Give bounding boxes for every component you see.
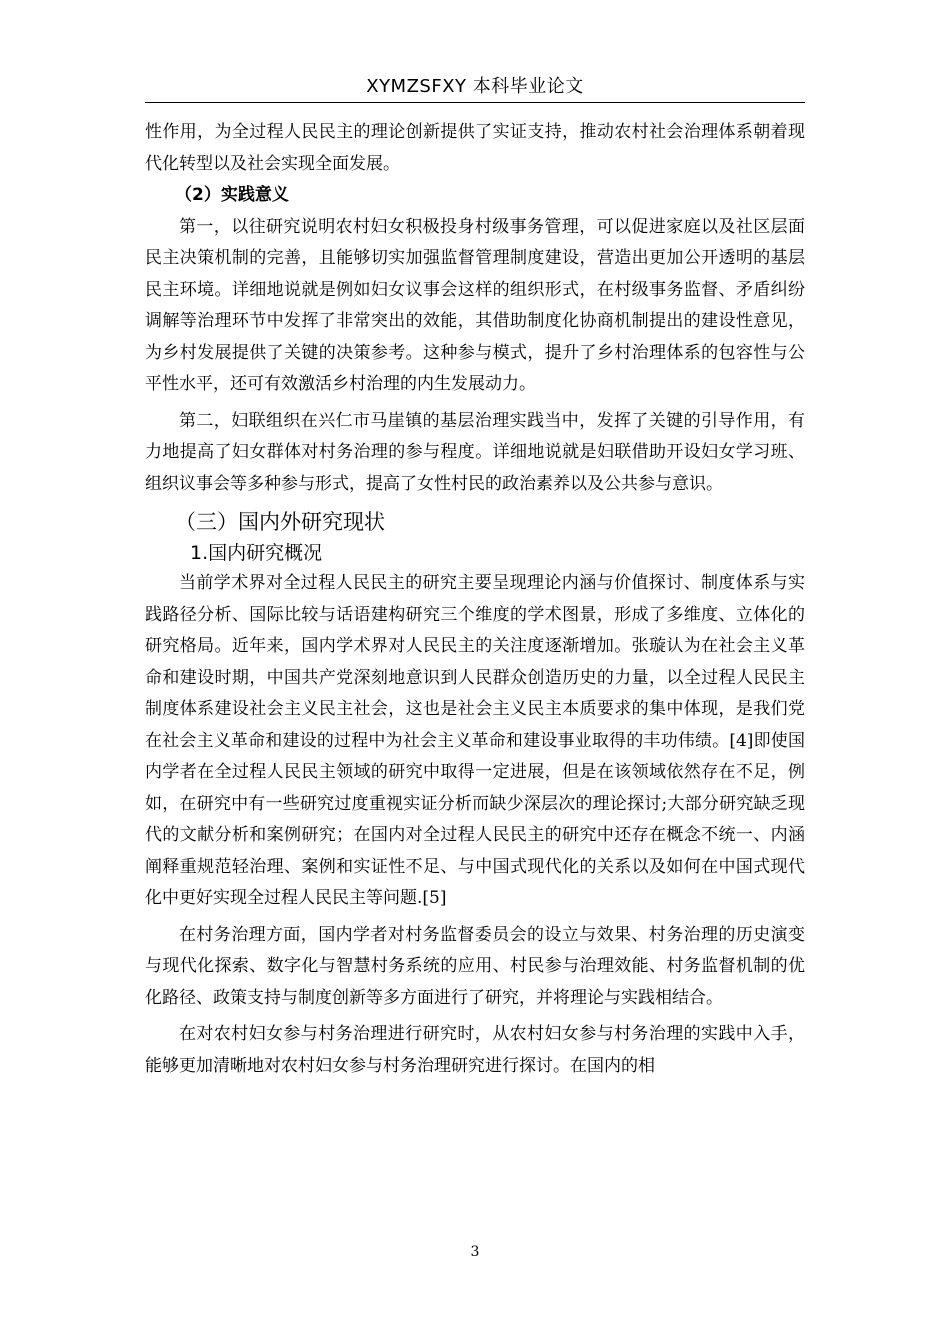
page-header: XYMZSFXY 本科毕业论文 — [366, 76, 584, 97]
paragraph-domestic-overview: 当前学术界对全过程人民民主的研究主要呈现理论内涵与价值探讨、制度体系与实践路径分析、国际比较与话语建构研究三个维度的学术图景，形成了多维度、立体化的研究格局。近年来，国内学术界对人民民主的关注度逐渐增加。张璇认为在社会主义革命和建设时期，中国共产党深刻地意识到人民群众创造历史的力量，以全过程人民民主制度体系建设社会主义民主社会，这也是社会主义民主本质要求的集中体现，是我们党在社会主义革命和建设的过程中为社会主义革命和建设事业取得的丰功伟绩。[4]即使国内学者在全过程人民民主领域的研究中取得一定进展，但是在该领域依然存在不足，例如，在研究中有一些研究过度重视实证分析而缺少深层次的理论探讨;大部分研究缺乏现代的文献分析和案例研究；在国内对全过程人民民主的研究中还存在概念不统一、内涵阐释重规范轻治理、案例和实证性不足、与中国式现代化的关系以及如何在中国式现代化中更好实现全过程人民民主等问题.[5] — [145, 573, 805, 908]
paragraph-first-point: 第一，以往研究说明农村妇女积极投身村级事务管理，可以促进家庭以及社区层面民主决策机制的完善，且能够切实加强监督管理制度建设，营造出更加公开透明的基层民主环境。详细地说就是例如妇女议事会这样的组织形式，在村级事务监督、矛盾纠纷调解等治理环节中发挥了非常突出的效能，其借助制度化协商机制提出的建设性意见，为乡村发展提供了关键的决策参考。这种参与模式，提升了乡村治理体系的包容性与公平性水平，还可有效激活乡村治理的内生发展动力。 — [145, 216, 805, 394]
page-body — [145, 117, 805, 1082]
section-heading-research-status: （三）国内外研究现状 — [175, 510, 385, 534]
paragraph-second-point: 第二，妇联组织在兴仁市马崖镇的基层治理实践当中，发挥了关键的引导作用，有力地提高了妇女群体对村务治理的参与程度。详细地说就是妇联借助开设妇女学习班、组织议事会等多种参与形式，提高了女性村民的政治素养以及公共参与意识。 — [145, 410, 805, 494]
subsection-heading-domestic-research: 1.国内研究概况 — [190, 542, 323, 564]
paragraph-theory-continuation: 性作用，为全过程人民民主的理论创新提供了实证支持，推动农村社会治理体系朝着现代化转型以及社会实现全面发展。 — [145, 122, 805, 174]
header-divider — [145, 102, 805, 103]
page-number: 3 — [470, 1244, 480, 1260]
subheading-practical-significance: （2）实践意义 — [175, 185, 289, 205]
paragraph-village-governance: 在村务治理方面，国内学者对村务监督委员会的设立与效果、村务治理的历史演变与现代化探索、数字化与智慧村务系统的应用、村民参与治理效能、村务监督机制的优化路径、政策支持与制度创新等多方面进行了研究，并将理论与实践相结合。 — [145, 924, 805, 1008]
paragraph-women-participation: 在对农村妇女参与村务治理进行研究时，从农村妇女参与村务治理的实践中入手，能够更加清晰地对农村妇女参与村务治理研究进行探讨。在国内的相 — [145, 1024, 805, 1076]
